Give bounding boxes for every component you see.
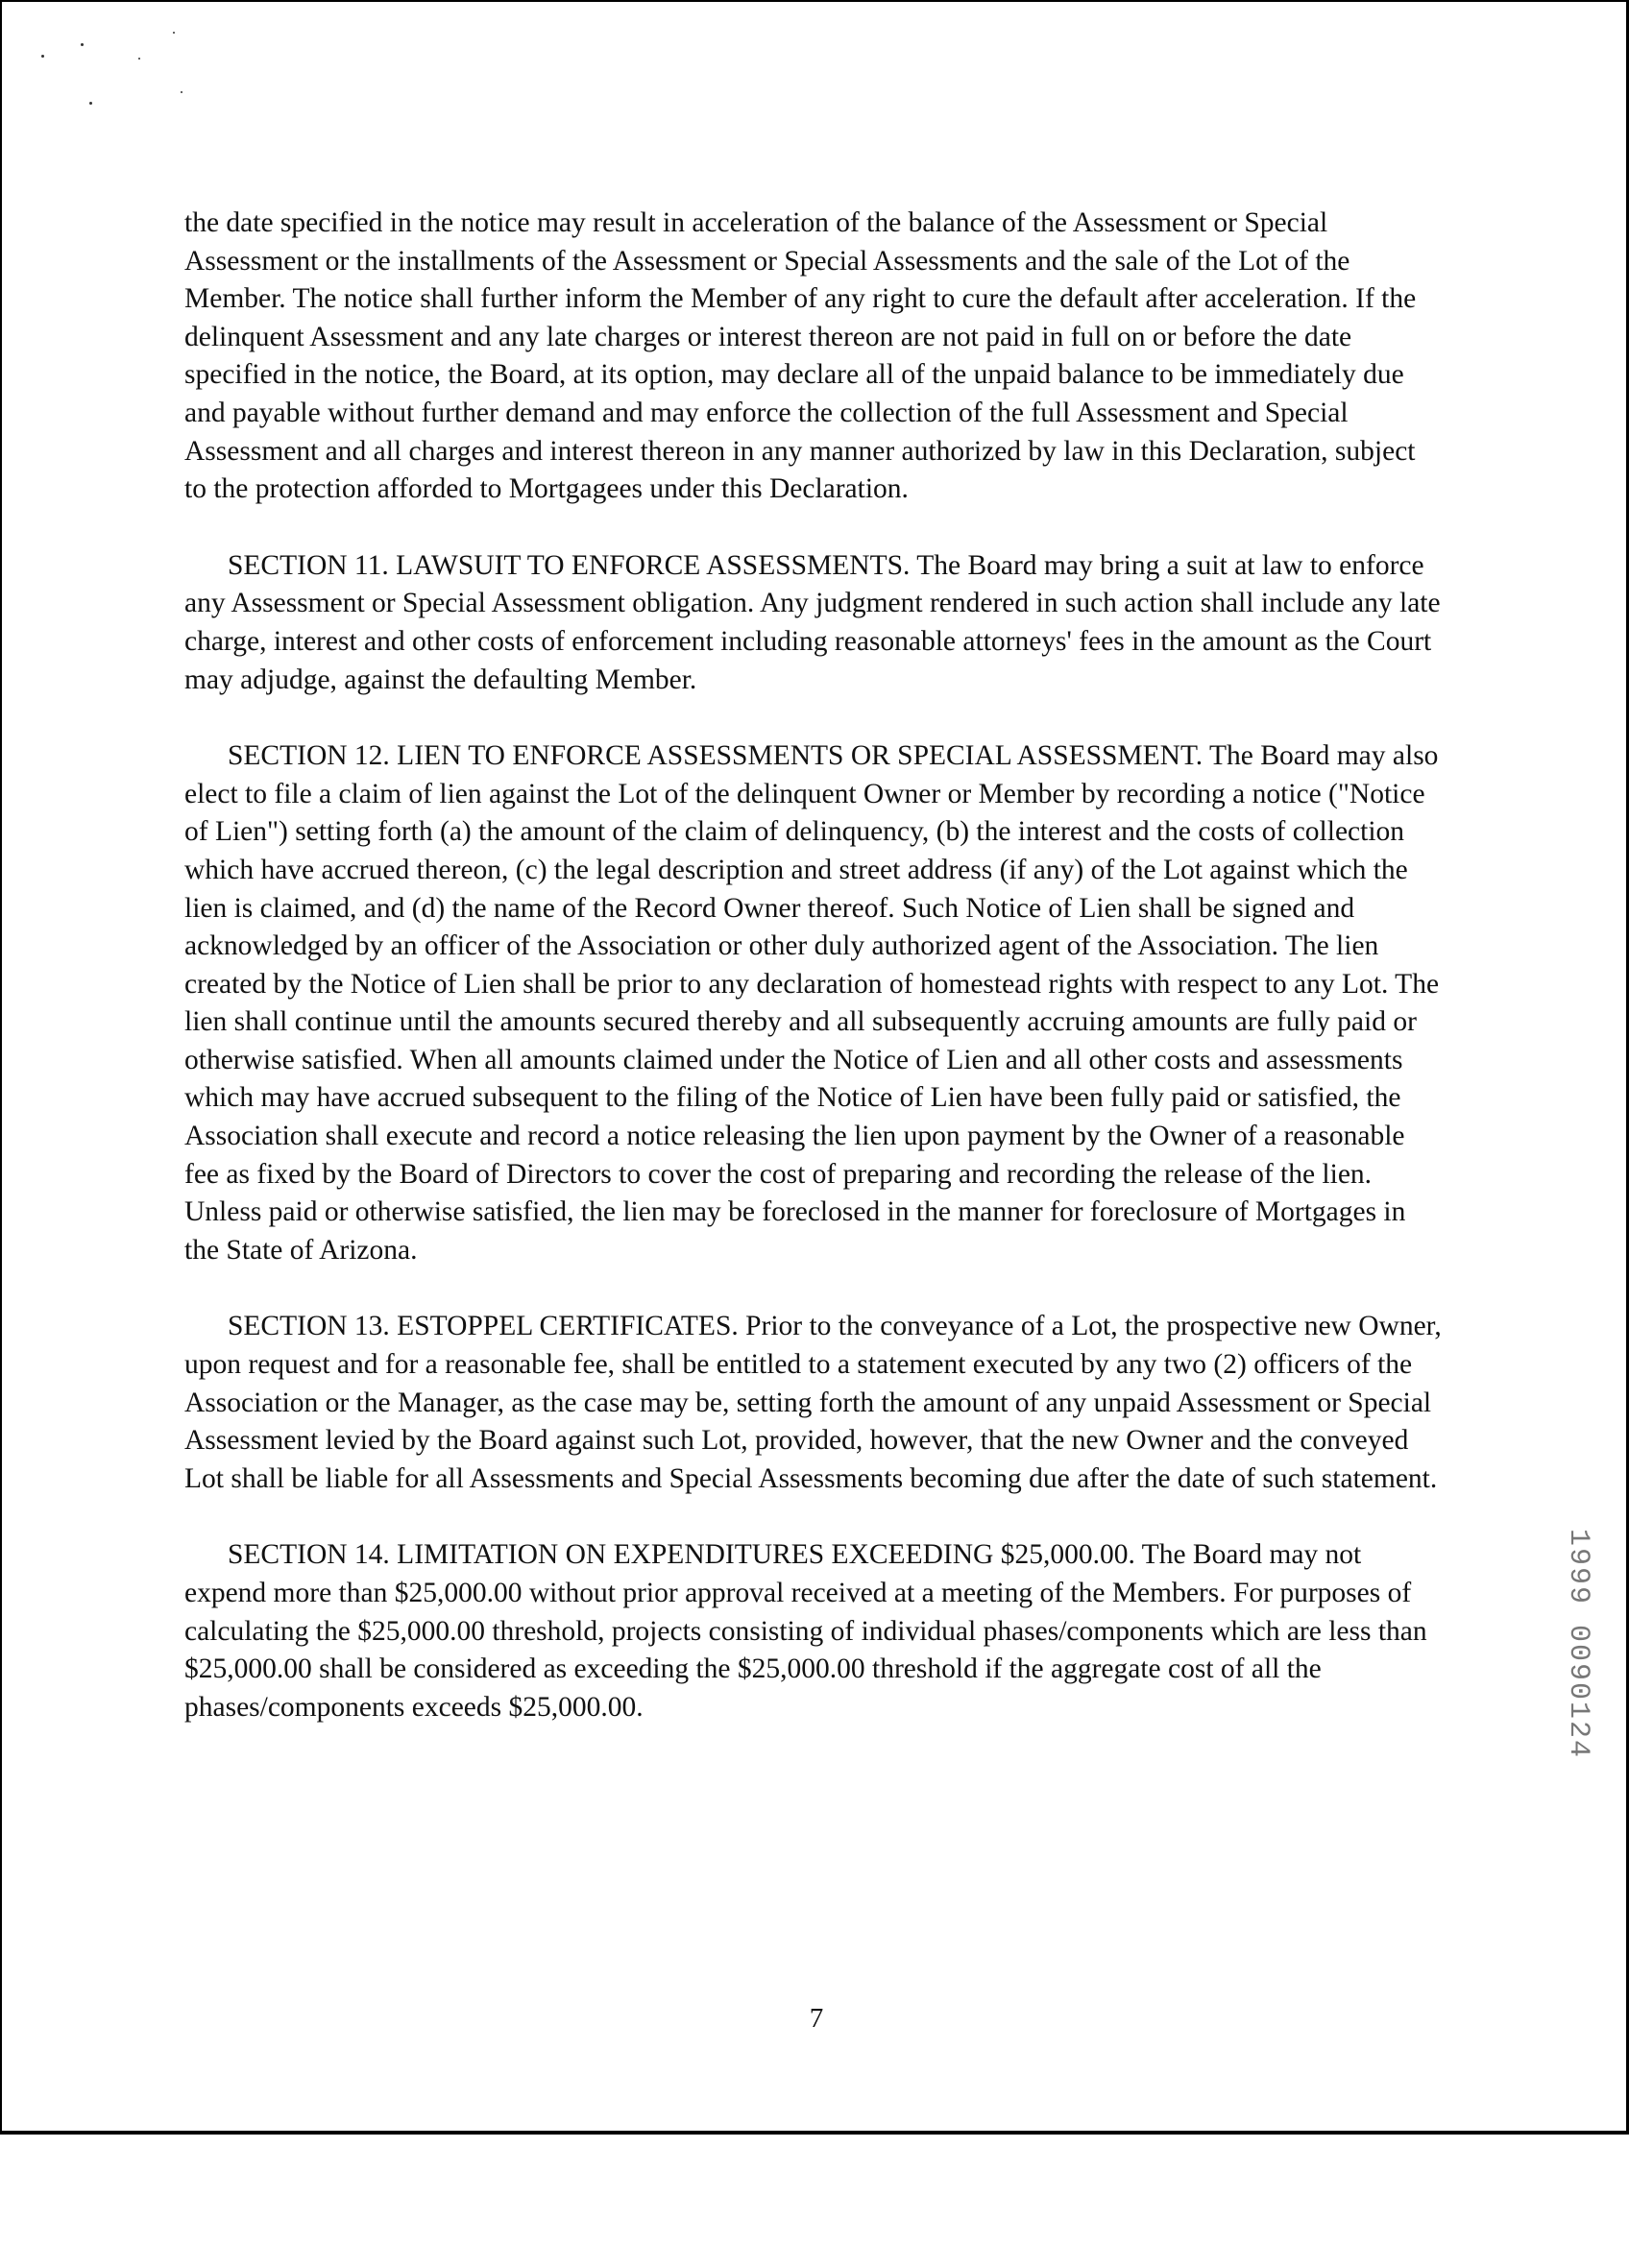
scan-speck xyxy=(41,55,44,58)
page-number: 7 xyxy=(809,2003,824,2034)
paragraph-continuation: the date specified in the notice may result in acceleration of the balance of the Assessment or Special Assessment or the installments of the Assessment or Special Assessments and the sale of the Lot of the Member. The notice shall further inform the Member of any right to cure the default after acceleration. If the delinquent Assessment and any late charges or interest thereon are not paid in full on or before the date specified in the notice, the Board, at its option, may declare all of the unpaid balance to be immediately due and payable without further demand and may enforce the collection of the full Assessment and Special Assessment and all charges and interest thereon in any manner authorized by law in this Declaration, subject to the protection afforded to Mortgagees under this Declaration. xyxy=(184,207,1417,505)
recording-number: 1999 0090124 xyxy=(1562,1529,1594,1760)
margin-recording-stamp xyxy=(1562,1529,1604,2268)
paragraph-section-14: SECTION 14. LIMITATION ON EXPENDITURES EXCEEDING $25,000.00. The Board may not expend more than $25,000.00 without prior approval received at a meeting of the Members. For purposes of calculating the $25,000.00 threshold, projects consisting of individual phases/components which are less than $25,000.00 shall be considered as exceeding the $25,000.00 threshold if the aggregate cost of all the phases/components exceeds $25,000.00. xyxy=(184,1539,1427,1723)
scan-speck xyxy=(81,43,84,46)
scan-speck xyxy=(173,32,175,34)
scan-speck xyxy=(181,91,182,93)
paragraph-section-13: SECTION 13. ESTOPPEL CERTIFICATES. Prior to the conveyance of a Lot, the prospective new Owner, upon request and for a reasonable fee, shall be entitled to a statement executed by any two (2) officers of the Association or the Manager, as the case may be, setting forth the amount of any unpaid Assessment or Special Assessment levied by the Board against such Lot, provided, however, that the new Owner and the conveyed Lot shall be liable for all Assessments and Special Assessments becoming due after the date of such statement. xyxy=(184,1311,1442,1494)
scan-speck xyxy=(138,58,140,60)
paragraph-section-12: SECTION 12. LIEN TO ENFORCE ASSESSMENTS OR SPECIAL ASSESSMENT. The Board may also elect to file a claim of lien against the Lot of the delinquent Owner or Member by recording a notice ("Notice of Lien") setting forth (a) the amount of the claim of delinquency, (b) the interest and the costs of collection which have accrued thereon, (c) the legal description and street address (if any) of the Lot against which the lien is claimed, and (d) the name of the Record Owner thereof. Such Notice of Lien shall be signed and acknowledged by an officer of the Association or other duly authorized agent of the Association. The lien created by the Notice of Lien shall be prior to any declaration of homestead rights with respect to any Lot. The lien shall continue until the amounts secured thereby and all subsequently accruing amounts are fully paid or otherwise satisfied. When all amounts claimed under the Notice of Lien and all other costs and assessments which may have accrued subsequent to the filing of the Notice of Lien have been fully paid or satisfied, the Association shall execute and record a notice releasing the lien upon payment by the Owner of a reasonable fee as fixed by the Board of Directors to cover the cost of preparing and recording the release of the lien. Unless paid or otherwise satisfied, the lien may be foreclosed in the manner for foreclosure of Mortgages in the State of Arizona. xyxy=(184,740,1440,1266)
paragraph-section-11: SECTION 11. LAWSUIT TO ENFORCE ASSESSMENTS. The Board may bring a suit at law to enforce any Assessment or Special Assessment obligation. Any judgment rendered in such action shall include any late charge, interest and other costs of enforcement including reasonable attorneys' fees in the amount as the Court may adjudge, against the defaulting Member. xyxy=(184,549,1441,695)
scan-speck xyxy=(89,102,92,105)
document-body xyxy=(184,205,1443,1765)
